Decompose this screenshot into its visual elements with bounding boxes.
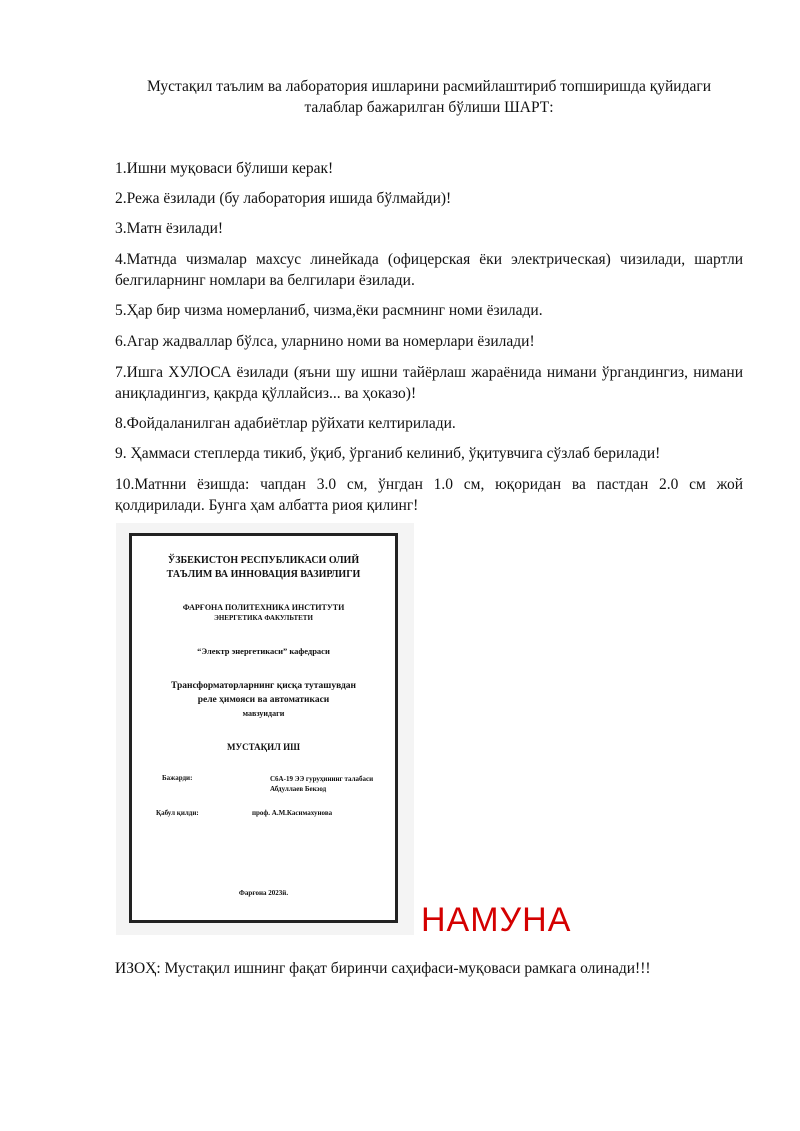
title-line-2: талаблар бажарилган бўлиши ШАРТ:: [304, 99, 554, 116]
cover-done-by: [270, 774, 373, 794]
cover-work-type: МУСТАҚИЛ ИШ: [226, 742, 301, 752]
requirement-item: 10.Матнни ёзишда: чапдан 3.0 см, ўнгдан 1.0 см, юқоридан ва пастдан 2.0 см жой қолдирилади. Бунга ҳам албатта риоя қилинг!: [115, 476, 743, 514]
cover-faculty-name: ЭНЕРГЕТИКА ФАКУЛЬТЕТИ: [214, 614, 313, 622]
cover-done-by-line-2: Абдуллаев Бекзод: [270, 785, 327, 793]
requirement-item: 7.Ишга ХУЛОСА ёзилади (яъни шу ишни тайёрлаш жараёнида нимани ўргандингиз, нимани аниқладингиз, қакрда қўллайсиз... ва ҳоказо)!: [115, 364, 743, 402]
sample-label: НАМУНА: [421, 901, 572, 939]
requirement-item: 3.Матн ёзилади!: [115, 220, 224, 237]
cover-topic: [132, 679, 395, 721]
cover-ministry: [132, 554, 395, 582]
requirement-item: 5.Ҳар бир чизма номерланиб, чизма,ёки расмнинг номи ёзилади.: [115, 302, 543, 319]
cover-ministry-line-1: ЎЗБЕКИСТОН РЕСПУБЛИКАСИ ОЛИЙ: [167, 555, 360, 566]
requirement-item: 1.Ишни муқоваси бўлиши керак!: [115, 160, 334, 177]
cover-topic-line-1: Трансформаторларнинг қисқа туташувдан: [170, 681, 357, 691]
cover-accepted-label: Қабул қилди:: [156, 809, 199, 817]
cover-done-by-line-1: С6А-19 ЭЭ гуруҳининг талабаси: [270, 775, 374, 783]
title-line-1: Мустақил таълим ва лаборатория ишларини расмийлаштириб топширишда қуйидаги: [146, 78, 712, 95]
cover-institute-name: ФАРҒОНА ПОЛИТЕХНИКА ИНСТИТУТИ: [182, 603, 345, 612]
cover-ministry-line-2: ТАЪЛИМ ВА ИННОВАЦИЯ ВАЗИРЛИГИ: [166, 569, 361, 580]
cover-frame: [129, 533, 398, 923]
cover-done-by-label: Бажарди:: [162, 774, 193, 782]
requirement-item: 6.Агар жадваллар бўлса, уларнино номи ва номерлари ёзилади!: [115, 333, 535, 350]
cover-topic-line-2: реле ҳимояси ва автоматикаси: [197, 695, 330, 705]
requirement-item: 4.Матнда чизмалар махсус линейкада (офицерская ёки электрическая) чизилади, шартли белгиларнинг номлари ва белгилари ёзилади.: [115, 251, 743, 289]
requirement-item: 9. Ҳаммаси степлерда тикиб, ўқиб, ўрганиб келиниб, ўқитувчига сўзлаб берилади!: [115, 445, 661, 462]
requirement-item: 2.Режа ёзилади (бу лаборатория ишида бўлмайди)!: [115, 190, 452, 207]
page-title: [115, 76, 743, 118]
requirement-item: 8.Фойдаланилган адабиётлар рўйхати келтирилади.: [115, 415, 456, 432]
cover-sample-image: [116, 523, 414, 935]
footnote: ИЗОҲ: Мустақил ишнинг фақат биринчи саҳифаси-муқоваси рамкага олинади!!!: [115, 960, 651, 977]
cover-city-year: Фарғона 2023й.: [238, 889, 289, 897]
cover-institute: [132, 602, 395, 624]
cover-accepted-by: проф. А.М.Касимахунова: [252, 809, 333, 817]
cover-topic-line-3: мавзуидаги: [242, 709, 285, 718]
cover-department: “Электр энергетикаси” кафедраси: [197, 646, 330, 656]
